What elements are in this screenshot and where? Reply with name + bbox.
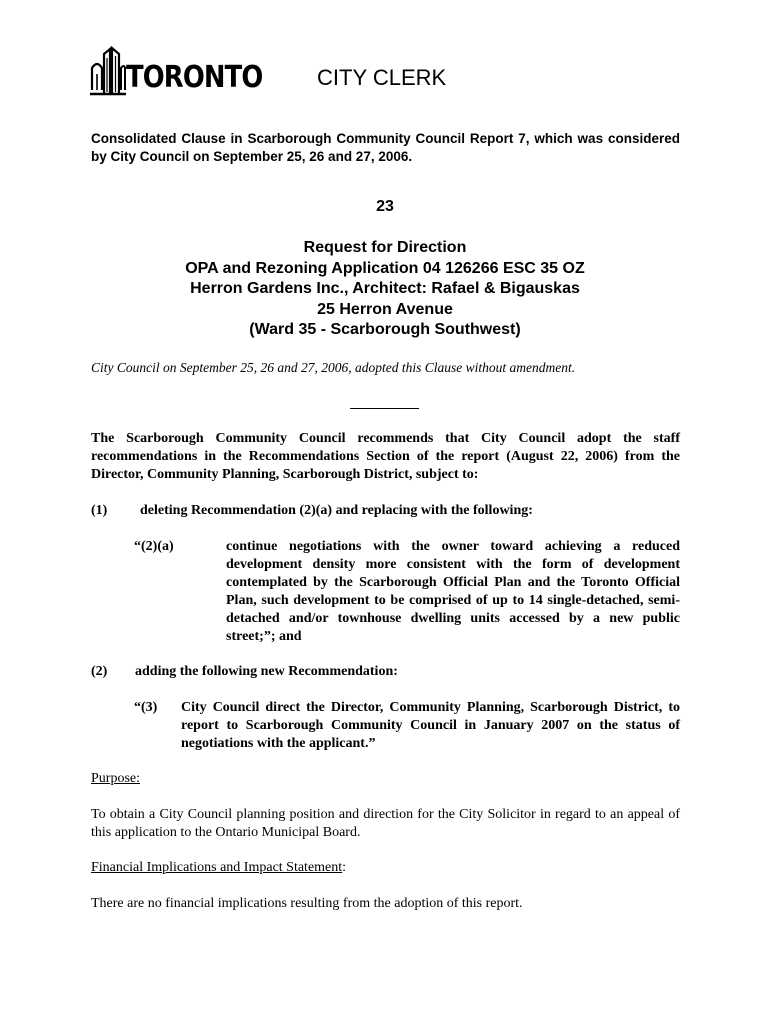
purpose-heading: Purpose: xyxy=(91,771,140,786)
divider xyxy=(350,408,419,409)
purpose-text: To obtain a City Council planning position and direction for the City Solicitor in regard to an appeal of this application to the Ontario Municipal Board. xyxy=(91,807,680,840)
department-title: CITY CLERK xyxy=(317,65,447,90)
item-text: deleting Recommendation (2)(a) and replacing with the following: xyxy=(140,503,533,518)
logo-wordmark: TORONTO xyxy=(126,60,263,95)
sub-item-text: City Council direct the Director, Community Planning, Scarborough District, to report to Scarborough Community Council in January 2007 on the status of negotiations with the applicant.” xyxy=(181,700,680,751)
title-line: 25 Herron Avenue xyxy=(317,300,453,318)
title-line: (Ward 35 - Scarborough Southwest) xyxy=(249,321,521,338)
title-line: Herron Gardens Inc., Architect: Rafael & Bigauskas xyxy=(190,280,580,297)
item-text: adding the following new Recommendation: xyxy=(135,664,398,679)
sub-item-text: continue negotiations with the owner toward achieving a reduced development density more consistent with the form of development contemplated by the Scarborough Official Plan and the Toronto Official Plan, such development to be comprised of up to 14 single-detached, semi-detached and/or townhouse dwelling units accessed by a new public street;”; and xyxy=(226,539,680,644)
title-line: OPA and Rezoning Application 04 126266 ESC 35 OZ xyxy=(185,259,585,277)
sub-item-label: “(3) xyxy=(134,700,158,715)
title-line: Request for Direction xyxy=(303,239,467,256)
consolidated-clause-note: Consolidated Clause in Scarborough Community Council Report 7, which was considered by City Council on September 25, 26 and 27, 2006. xyxy=(91,131,680,164)
sub-item-label: “(2)(a) xyxy=(134,539,174,554)
clause-title xyxy=(0,238,770,341)
item-number: (2) xyxy=(91,664,108,679)
adoption-statement: City Council on September 25, 26 and 27, 2006, adopted this Clause without amendment. xyxy=(91,360,576,375)
toronto-logo xyxy=(90,46,263,98)
financial-heading-label: Financial Implications and Impact Statement xyxy=(91,860,343,875)
city-hall-icon xyxy=(90,46,126,98)
financial-heading xyxy=(91,859,346,877)
financial-text: There are no financial implications resulting from the adoption of this report. xyxy=(91,896,523,911)
financial-heading-colon: : xyxy=(342,860,347,875)
item-number: (1) xyxy=(91,503,108,518)
recommendation-lead: The Scarborough Community Council recommends that City Council adopt the staff recommendations in the Recommendations Section of the report (August 22, 2006) from the Director, Community Planning, Scarborough District, subject to: xyxy=(91,431,680,482)
clause-number: 23 xyxy=(376,198,394,215)
